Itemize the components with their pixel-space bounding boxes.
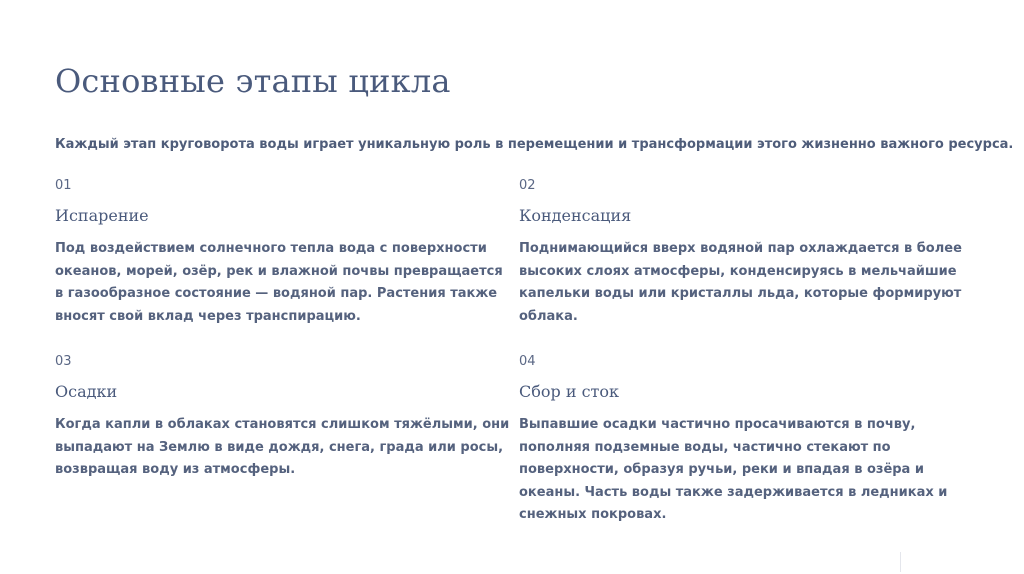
- step-number: 03: [55, 354, 72, 369]
- step-number: 04: [519, 354, 536, 369]
- step-card-condensation: [519, 176, 969, 328]
- step-title: Конденсация: [519, 206, 632, 225]
- corner-divider: [900, 552, 901, 572]
- step-number: 01: [55, 178, 72, 193]
- step-title: Осадки: [55, 382, 118, 401]
- step-description: Выпавшие осадки частично просачиваются в почву, пополняя подземные воды, частично стекают по поверхности, образуя ручьи, реки и впадая в озёра и океаны. Часть воды также задерживается в ледниках и снежных покровах.: [519, 417, 948, 522]
- step-description: Поднимающийся вверх водяной пар охлаждается в более высоких слоях атмосферы, конденсируясь в мельчайшие капельки воды или кристаллы льда, которые формируют облака.: [519, 241, 962, 324]
- step-description: Под воздействием солнечного тепла вода с поверхности океанов, морей, озёр, рек и влажной почвы превращается в газообразное состояние — водяной пар. Растения также вносят свой вклад через транспирацию.: [55, 241, 503, 324]
- step-number: 02: [519, 178, 536, 193]
- step-description: Когда капли в облаках становятся слишком тяжёлыми, они выпадают на Землю в виде дождя, снега, града или росы, возвращая воду из атмосферы.: [55, 417, 510, 477]
- slide-subtitle: Каждый этап круговорота воды играет уникальную роль в перемещении и трансформации этого жизненно важного ресурса.: [55, 137, 1014, 152]
- slide-title: Основные этапы цикла: [55, 62, 451, 100]
- step-card-collection: [519, 352, 969, 527]
- step-card-evaporation: [55, 176, 505, 328]
- step-title: Сбор и сток: [519, 382, 620, 401]
- step-title: Испарение: [55, 206, 149, 225]
- step-card-precipitation: [55, 352, 510, 482]
